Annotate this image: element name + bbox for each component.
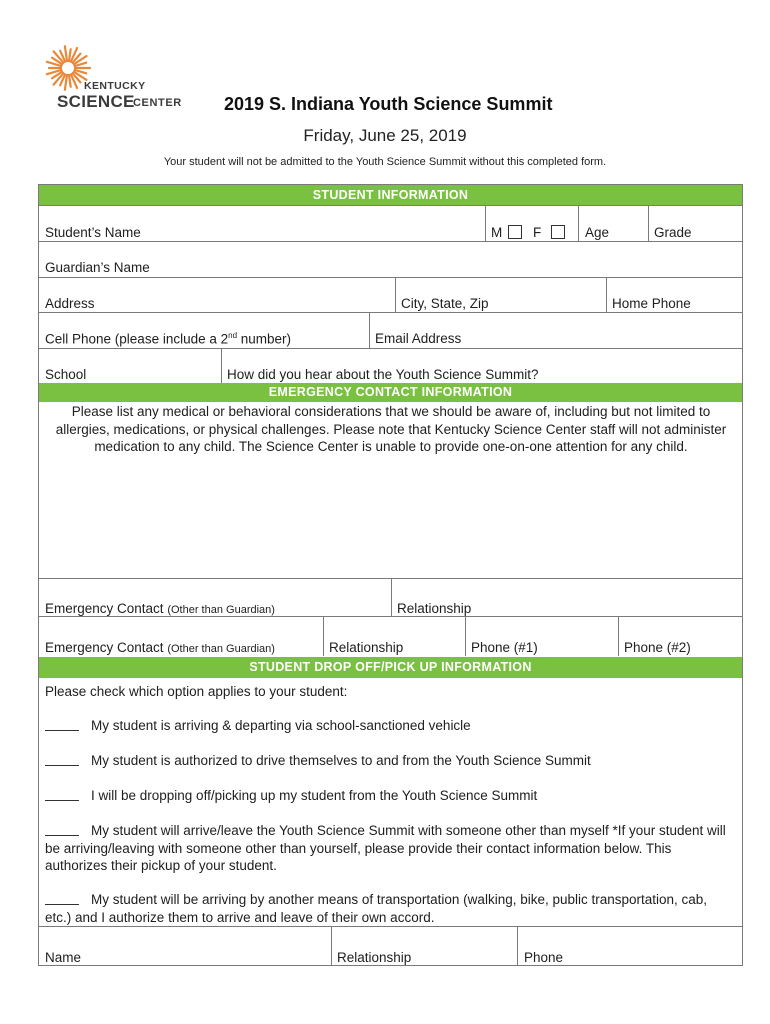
logo-core xyxy=(61,61,75,75)
event-date: Friday, June 25, 2019 xyxy=(303,126,467,145)
option-school-vehicle[interactable]: My student is arriving & departing via school-sanctioned vehicle xyxy=(45,717,735,735)
pickup-relationship-field[interactable]: Relationship xyxy=(337,950,412,965)
emergency-relationship-2-field[interactable]: Relationship xyxy=(329,640,404,655)
emergency-contact-2-field[interactable]: Emergency Contact (Other than Guardian) xyxy=(45,640,275,655)
emergency-contact-1-field[interactable]: Emergency Contact (Other than Guardian) xyxy=(45,601,275,616)
school-field[interactable]: School xyxy=(45,367,87,382)
logo-science-text: SCIENCE xyxy=(57,92,135,111)
option-parent-drop-off[interactable]: I will be dropping off/picking up my student from the Youth Science Summit xyxy=(45,787,735,805)
gender-f-label: F xyxy=(533,225,542,240)
logo-ray xyxy=(69,76,71,87)
logo-ray xyxy=(65,76,67,90)
referral-source-field[interactable]: How did you hear about the Youth Science Summit? xyxy=(227,367,539,382)
address-field[interactable]: Address xyxy=(45,296,95,311)
emergency-relationship-1-field[interactable]: Relationship xyxy=(397,601,472,616)
emergency-phone-1-field[interactable]: Phone (#1) xyxy=(471,640,538,655)
logo-center-text: CENTER xyxy=(133,97,182,109)
logo-ray xyxy=(65,46,67,60)
email-address-field[interactable]: Email Address xyxy=(375,331,462,346)
guardians-name-field[interactable]: Guardian’s Name xyxy=(45,260,150,275)
medical-considerations-instructions: Please list any medical or behavioral considerations that we should be aware of, including but not limited to allergies, medications, or physical challenges. Please note that Kentucky Science Center staff will not administer medication to any child. The Science Center is unable to provide one-on-one attention for any child. xyxy=(55,404,727,454)
logo-kentucky-text: KENTUCKY xyxy=(84,80,146,92)
students-name-field[interactable]: Student’s Name xyxy=(45,225,141,240)
option-other-transport-blank[interactable] xyxy=(45,892,79,905)
option-self-drive-blank[interactable] xyxy=(45,753,79,766)
admission-notice: Your student will not be admitted to the Youth Science Summit without this completed form. xyxy=(163,156,607,168)
section-header-drop-off-pick-up: STUDENT DROP OFF/PICK UP INFORMATION xyxy=(39,657,742,678)
page-title: 2019 S. Indiana Youth Science Summit xyxy=(224,94,553,114)
option-other-transport[interactable]: My student will be arriving by another means of transportation (walking, bike, public transportation, cab, etc.) and I authorize them to arrive and leave of their own accord. xyxy=(45,892,708,925)
option-self-drive[interactable]: My student is authorized to drive themselves to and from the Youth Science Summit xyxy=(45,752,735,770)
pickup-name-field[interactable]: Name xyxy=(45,950,82,965)
gender-m-label: M xyxy=(491,225,503,240)
gender-m-checkbox[interactable] xyxy=(508,225,522,239)
option-parent-drop-off-blank[interactable] xyxy=(45,788,79,801)
registration-form xyxy=(38,184,743,966)
city-state-zip-field[interactable]: City, State, Zip xyxy=(401,296,489,311)
emergency-phone-2-field[interactable]: Phone (#2) xyxy=(624,640,691,655)
home-phone-field[interactable]: Home Phone xyxy=(612,296,691,311)
cell-phone-field[interactable]: Cell Phone (please include a 2nd number) xyxy=(45,331,292,347)
section-header-emergency-contact: EMERGENCY CONTACT INFORMATION xyxy=(39,383,742,402)
gender-f-checkbox[interactable] xyxy=(551,225,565,239)
section-header-student-information: STUDENT INFORMATION xyxy=(39,185,742,205)
option-other-adult-blank[interactable] xyxy=(45,823,79,836)
drop-off-instructions: Please check which option applies to your student: xyxy=(45,684,348,699)
age-field[interactable]: Age xyxy=(585,225,610,240)
grade-field[interactable]: Grade xyxy=(654,225,692,240)
pickup-phone-field[interactable]: Phone xyxy=(524,950,564,965)
logo-ray xyxy=(69,49,71,60)
option-school-vehicle-blank[interactable] xyxy=(45,718,79,731)
option-other-adult[interactable]: My student will arrive/leave the Youth Science Summit with someone other than myself *If your student will be arriving/leaving with someone other than yourself, please provide their contact information below. This authorizes their pickup of your student. xyxy=(45,823,726,873)
